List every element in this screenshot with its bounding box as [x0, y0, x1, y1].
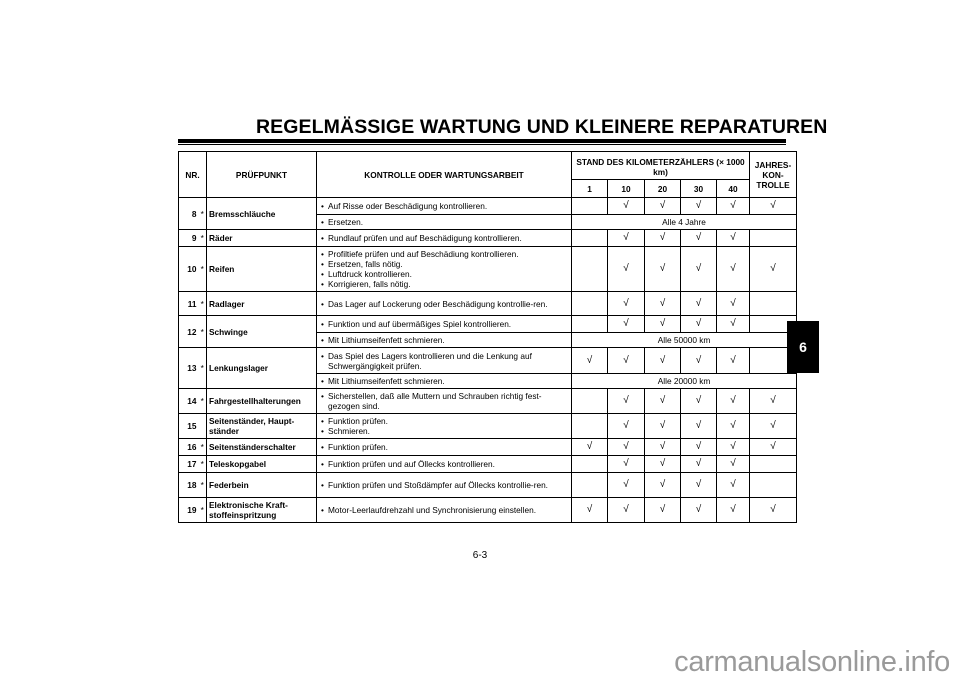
check-mark-annual: √: [750, 414, 797, 439]
check-mark-km: √: [717, 473, 750, 498]
check-mark-km: √: [681, 439, 717, 456]
work-description: [317, 414, 572, 439]
check-mark-km: [572, 456, 608, 473]
table-row: [179, 292, 797, 316]
work-list: [321, 391, 567, 411]
check-mark-km: √: [608, 414, 645, 439]
work-list: [321, 233, 567, 243]
row-number: 9: [179, 230, 199, 247]
work-description: [317, 456, 572, 473]
check-mark-km: √: [645, 498, 681, 523]
work-list: [321, 299, 567, 309]
header-odometer: STAND DES KILOMETERZÄHLERS (× 1000 km): [572, 152, 750, 180]
check-item: Bremsschläuche: [207, 198, 317, 230]
table-row: [179, 316, 797, 333]
check-mark-km: [572, 247, 608, 292]
check-mark-annual: √: [750, 439, 797, 456]
check-mark-km: [572, 292, 608, 316]
check-mark-km: √: [717, 247, 750, 292]
work-list: [321, 351, 567, 371]
check-mark-km: √: [681, 389, 717, 414]
work-step: • Korrigieren, falls nötig.: [321, 279, 567, 289]
check-mark-km: √: [608, 348, 645, 374]
watermark: carmanualsonline.info: [674, 646, 950, 678]
check-item: Fahrgestellhalterungen: [207, 389, 317, 414]
check-mark-km: √: [608, 292, 645, 316]
check-mark-km: √: [572, 498, 608, 523]
table-row: [179, 498, 797, 523]
work-description: [317, 292, 572, 316]
work-list: [321, 480, 567, 490]
check-item: Reifen: [207, 247, 317, 292]
row-number: 19: [179, 498, 199, 523]
check-mark-km: √: [681, 198, 717, 215]
work-list: [321, 249, 567, 289]
work-description: [317, 473, 572, 498]
check-mark-km: [572, 414, 608, 439]
check-item: Elektronische Kraft-stoffeinspritzung: [207, 498, 317, 523]
work-description: [317, 389, 572, 414]
row-number: 14: [179, 389, 199, 414]
work-description: [317, 198, 572, 215]
check-mark-annual: √: [750, 498, 797, 523]
work-step: • Das Spiel des Lagers kontrollieren und die Lenkung auf Schwergängigkeit prüfen.: [321, 351, 567, 371]
check-mark-annual: √: [750, 389, 797, 414]
check-item: Teleskopgabel: [207, 456, 317, 473]
work-step: • Funktion prüfen und auf Öllecks kontrollieren.: [321, 459, 567, 469]
table-row: [179, 198, 797, 215]
check-mark-km: [572, 316, 608, 333]
table-row: [179, 247, 797, 292]
work-list: [321, 442, 567, 452]
check-mark-km: √: [608, 316, 645, 333]
check-mark-km: √: [608, 230, 645, 247]
work-description: [317, 498, 572, 523]
row-number: 12: [179, 316, 199, 348]
work-list: [321, 201, 567, 211]
check-mark-km: √: [645, 456, 681, 473]
work-step: • Ersetzen, falls nötig.: [321, 259, 567, 269]
check-mark-km: √: [645, 292, 681, 316]
dealer-service-mark: *: [199, 230, 207, 247]
check-mark-km: √: [717, 456, 750, 473]
work-description: [317, 374, 572, 389]
work-step: • Auf Risse oder Beschädigung kontrollieren.: [321, 201, 567, 211]
check-mark-km: √: [645, 247, 681, 292]
dealer-service-mark: *: [199, 316, 207, 348]
header-km-40: 40: [717, 180, 750, 198]
check-mark-km: [572, 473, 608, 498]
page-number: 6-3: [472, 550, 488, 561]
work-step: • Luftdruck kontrollieren.: [321, 269, 567, 279]
check-item: Seitenständer, Haupt-ständer: [207, 414, 317, 439]
dealer-service-mark: *: [199, 498, 207, 523]
title-rule: [178, 139, 786, 143]
check-mark-annual: [750, 230, 797, 247]
check-mark-km: √: [681, 292, 717, 316]
check-mark-km: √: [645, 414, 681, 439]
check-mark-km: √: [681, 456, 717, 473]
check-mark-km: √: [681, 348, 717, 374]
check-mark-km: √: [645, 389, 681, 414]
table-row: [179, 230, 797, 247]
table-body: [179, 198, 797, 523]
header-nr: NR.: [179, 152, 207, 198]
work-description: [317, 439, 572, 456]
check-mark-annual: √: [750, 247, 797, 292]
check-mark-km: [572, 230, 608, 247]
table-row: [179, 456, 797, 473]
row-number: 8: [179, 198, 199, 230]
work-list: [321, 459, 567, 469]
check-mark-km: √: [717, 292, 750, 316]
header-km-20: 20: [645, 180, 681, 198]
check-mark-km: √: [681, 498, 717, 523]
work-list: [321, 416, 567, 436]
row-number: 16: [179, 439, 199, 456]
dealer-service-mark: [199, 414, 207, 439]
check-mark-km: √: [717, 439, 750, 456]
check-mark-km: [572, 198, 608, 215]
check-item: Federbein: [207, 473, 317, 498]
work-description: [317, 316, 572, 333]
check-mark-km: √: [681, 247, 717, 292]
check-mark-km: √: [572, 439, 608, 456]
dealer-service-mark: *: [199, 456, 207, 473]
check-mark-annual: [750, 316, 797, 333]
dealer-service-mark: *: [199, 198, 207, 230]
work-description: [317, 247, 572, 292]
table-row: [179, 414, 797, 439]
row-number: 13: [179, 348, 199, 389]
work-step: • Das Lager auf Lockerung oder Beschädigung kontrollie-ren.: [321, 299, 567, 309]
check-mark-km: √: [608, 247, 645, 292]
check-mark-km: √: [608, 389, 645, 414]
check-mark-km: √: [645, 198, 681, 215]
page-title: REGELMÄSSIGE WARTUNG UND KLEINERE REPARATUREN: [256, 116, 828, 138]
check-mark-km: √: [608, 498, 645, 523]
check-mark-km: √: [717, 348, 750, 374]
header-km-10: 10: [608, 180, 645, 198]
check-item: Radlager: [207, 292, 317, 316]
interval-note: Alle 20000 km: [572, 374, 797, 389]
row-number: 10: [179, 247, 199, 292]
check-mark-annual: [750, 348, 797, 374]
check-mark-km: √: [608, 439, 645, 456]
check-mark-annual: [750, 292, 797, 316]
header-item: PRÜFPUNKT: [207, 152, 317, 198]
check-mark-km: √: [717, 414, 750, 439]
check-mark-km: √: [645, 439, 681, 456]
header-annual-check: JAHRES-KON-TROLLE: [750, 152, 797, 198]
interval-note: Alle 50000 km: [572, 333, 797, 348]
work-step: • Rundlauf prüfen und auf Beschädigung kontrollieren.: [321, 233, 567, 243]
row-number: 15: [179, 414, 199, 439]
check-mark-km: √: [645, 473, 681, 498]
check-mark-km: [572, 389, 608, 414]
chapter-tab-number: 6: [799, 339, 807, 355]
header-km-1: 1: [572, 180, 608, 198]
row-number: 11: [179, 292, 199, 316]
work-step: • Funktion prüfen und Stoßdämpfer auf Öllecks kontrollie-ren.: [321, 480, 567, 490]
check-mark-km: √: [681, 414, 717, 439]
work-step: • Mit Lithiumseifenfett schmieren.: [321, 335, 567, 345]
table-row: [179, 389, 797, 414]
check-mark-km: √: [645, 316, 681, 333]
table-row: [179, 439, 797, 456]
check-mark-km: √: [572, 348, 608, 374]
check-mark-km: √: [681, 473, 717, 498]
dealer-service-mark: *: [199, 247, 207, 292]
work-step: • Sicherstellen, daß alle Muttern und Schrauben richtig fest-gezogen sind.: [321, 391, 567, 411]
table-row: [179, 473, 797, 498]
dealer-service-mark: *: [199, 389, 207, 414]
check-mark-km: √: [608, 198, 645, 215]
check-mark-km: √: [717, 230, 750, 247]
work-description: [317, 348, 572, 374]
work-description: [317, 230, 572, 247]
header-work: KONTROLLE ODER WARTUNGSARBEIT: [317, 152, 572, 198]
work-description: [317, 333, 572, 348]
dealer-service-mark: *: [199, 348, 207, 389]
work-step: • Funktion prüfen.: [321, 416, 567, 426]
check-mark-annual: [750, 456, 797, 473]
check-mark-km: √: [645, 230, 681, 247]
table-row: [179, 348, 797, 374]
work-step: • Ersetzen.: [321, 217, 567, 227]
work-list: [321, 376, 567, 386]
check-item: Räder: [207, 230, 317, 247]
maintenance-table: [178, 151, 797, 523]
check-mark-km: √: [717, 498, 750, 523]
check-item: Schwinge: [207, 316, 317, 348]
check-mark-km: √: [717, 389, 750, 414]
work-list: [321, 505, 567, 515]
check-mark-km: √: [717, 198, 750, 215]
row-number: 17: [179, 456, 199, 473]
check-mark-km: √: [608, 473, 645, 498]
interval-note: Alle 4 Jahre: [572, 215, 797, 230]
check-mark-km: √: [645, 348, 681, 374]
dealer-service-mark: *: [199, 292, 207, 316]
row-number: 18: [179, 473, 199, 498]
work-step: • Profiltiefe prüfen und auf Beschädiung kontrollieren.: [321, 249, 567, 259]
check-mark-km: √: [681, 316, 717, 333]
work-list: [321, 319, 567, 329]
dealer-service-mark: *: [199, 473, 207, 498]
work-step: • Mit Lithiumseifenfett schmieren.: [321, 376, 567, 386]
work-step: • Funktion prüfen.: [321, 442, 567, 452]
check-mark-km: √: [608, 456, 645, 473]
title-rule-thin: [178, 144, 786, 145]
work-list: [321, 217, 567, 227]
check-mark-annual: √: [750, 198, 797, 215]
check-mark-km: √: [717, 316, 750, 333]
header-km-30: 30: [681, 180, 717, 198]
work-step: • Funktion und auf übermäßiges Spiel kontrollieren.: [321, 319, 567, 329]
work-step: • Motor-Leerlaufdrehzahl und Synchronisierung einstellen.: [321, 505, 567, 515]
work-step: • Schmieren.: [321, 426, 567, 436]
check-mark-km: √: [681, 230, 717, 247]
check-mark-annual: [750, 473, 797, 498]
dealer-service-mark: *: [199, 439, 207, 456]
work-list: [321, 335, 567, 345]
check-item: Seitenständerschalter: [207, 439, 317, 456]
check-item: Lenkungslager: [207, 348, 317, 389]
work-description: [317, 215, 572, 230]
